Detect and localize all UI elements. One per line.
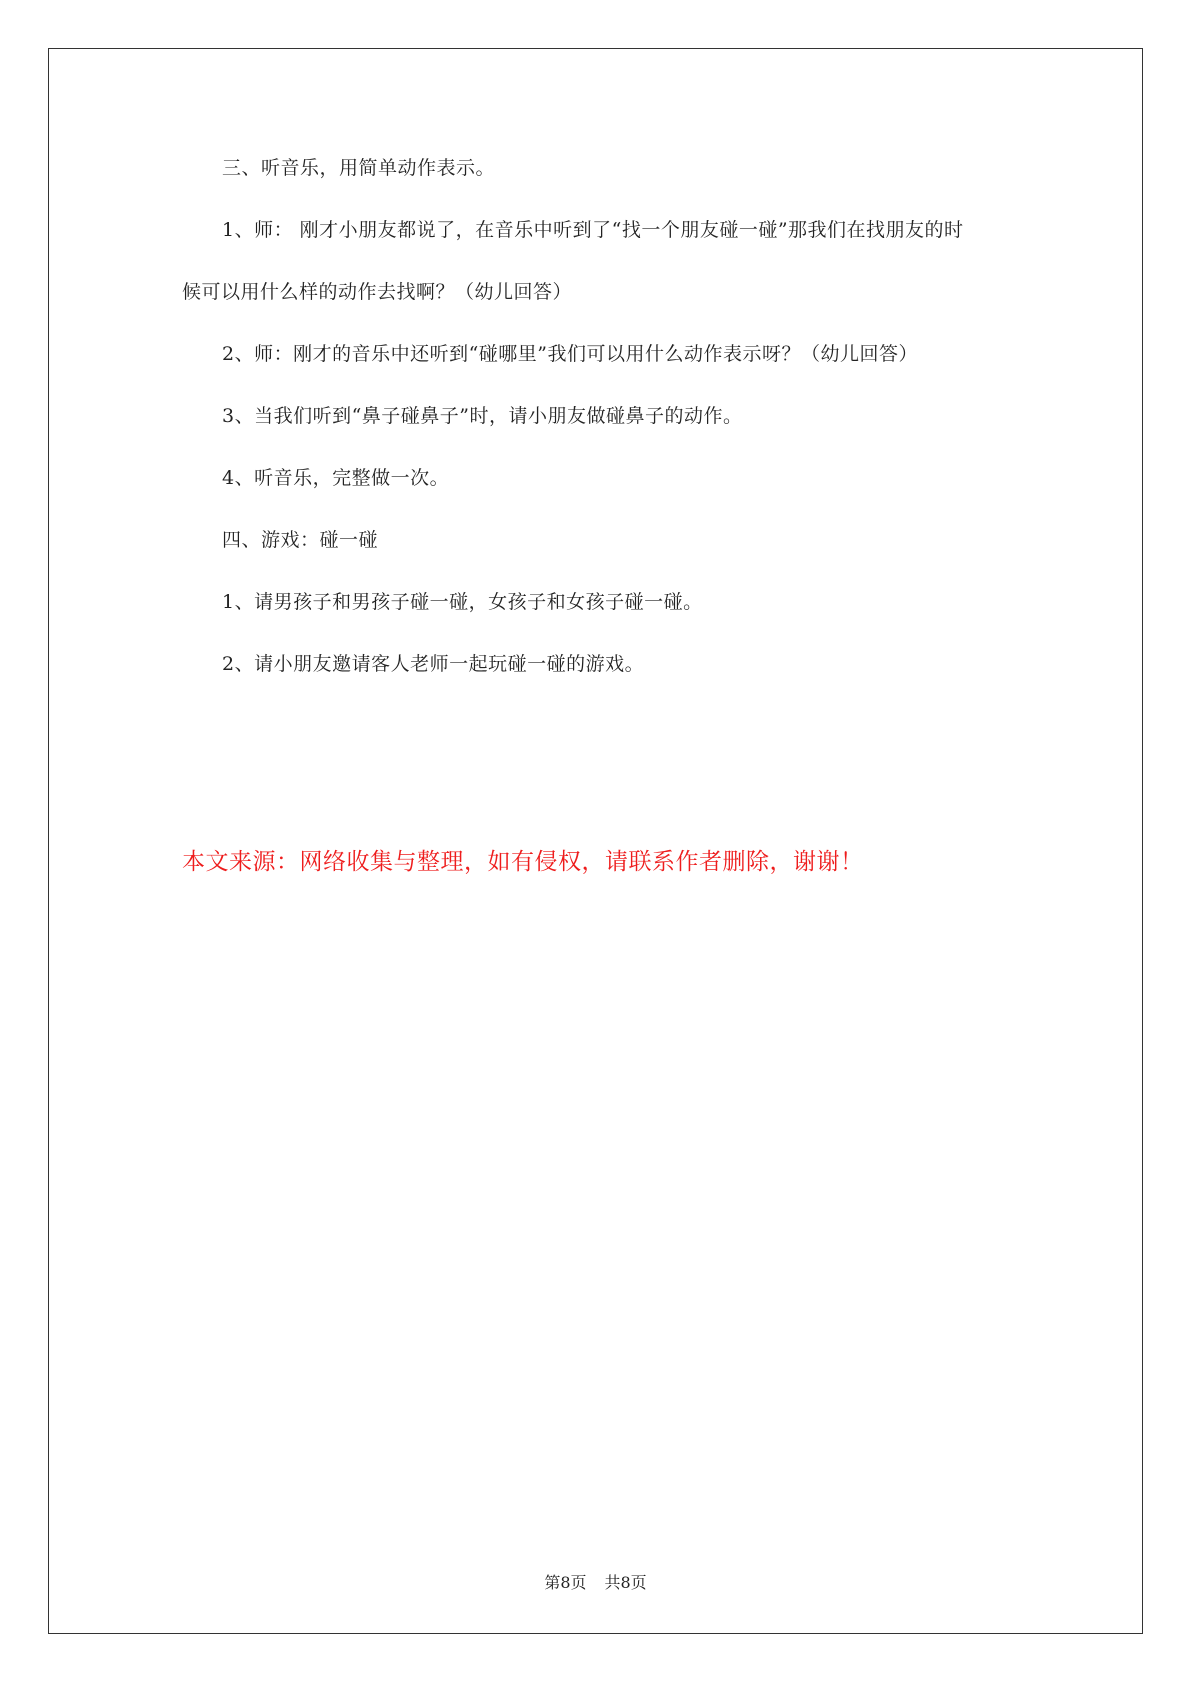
page-footer [0, 1572, 1191, 1594]
paragraph-game-item-2: 2、请小朋友邀请客人老师一起玩碰一碰的游戏。 [222, 653, 645, 675]
current-page-label: 第8页 [544, 1573, 587, 1592]
paragraph-item-1-line-1: 1、师： 刚才小朋友都说了，在音乐中听到了“找一个朋友碰一碰”那我们在找朋友的时 [222, 219, 964, 241]
paragraph-item-4: 4、听音乐，完整做一次。 [222, 467, 450, 489]
paragraph-game-item-1: 1、请男孩子和男孩子碰一碰，女孩子和女孩子碰一碰。 [222, 591, 703, 613]
total-pages-label: 共8页 [604, 1573, 647, 1592]
source-notice: 本文来源：网络收集与整理，如有侵权，请联系作者删除，谢谢！ [182, 849, 864, 875]
paragraph-item-3: 3、当我们听到“鼻子碰鼻子”时，请小朋友做碰鼻子的动作。 [222, 405, 743, 427]
section-heading-3: 三、听音乐，用简单动作表示。 [222, 157, 496, 179]
section-heading-4: 四、游戏：碰一碰 [222, 529, 379, 551]
paragraph-item-1-line-2: 候可以用什么样的动作去找啊？（幼儿回答） [182, 281, 573, 303]
paragraph-item-2: 2、师：刚才的音乐中还听到“碰哪里”我们可以用什么动作表示呀？（幼儿回答） [222, 343, 919, 365]
